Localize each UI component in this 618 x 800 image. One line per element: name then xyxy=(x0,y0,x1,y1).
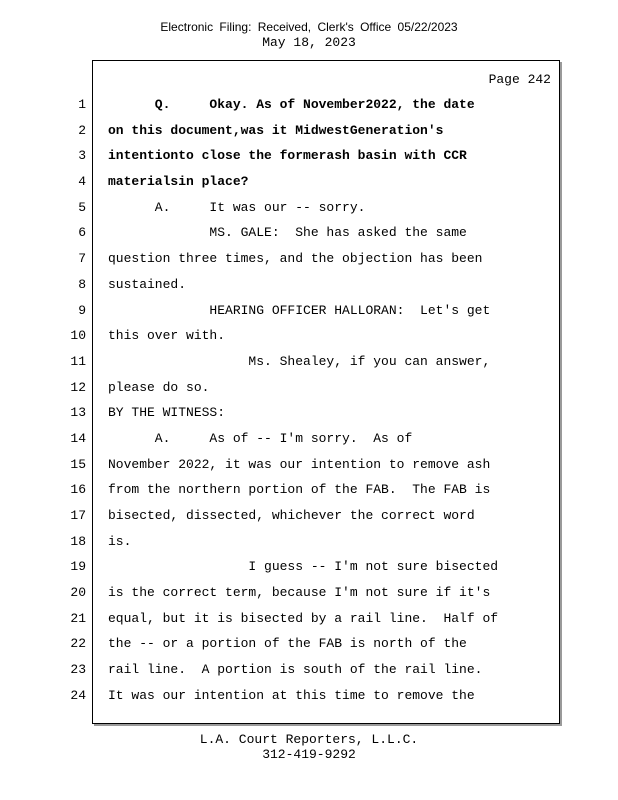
transcript-line: A. As of -- I'm sorry. As of xyxy=(108,430,413,446)
transcript-line: this over with. xyxy=(108,328,226,344)
page-number: Page 242 xyxy=(488,72,551,87)
transcript-line: is the correct term, because I'm not sure if it's xyxy=(108,585,491,601)
transcript-line: MS. GALE: She has asked the same xyxy=(108,225,467,241)
line-number: 20 xyxy=(70,585,86,601)
transcript-line: question three times, and the objection has been xyxy=(108,251,483,267)
line-number: 21 xyxy=(70,610,86,626)
line-number: 10 xyxy=(70,328,86,344)
line-number: 12 xyxy=(70,379,86,395)
line-number: 11 xyxy=(70,353,86,369)
transcript-line: HEARING OFFICER HALLORAN: Let's get xyxy=(108,302,491,318)
transcript-line: equal, but it is bisected by a rail line. Half of xyxy=(108,610,499,626)
line-number: 23 xyxy=(70,662,86,678)
page-footer xyxy=(0,732,618,762)
transcript-line: the -- or a portion of the FAB is north of the xyxy=(108,636,467,652)
filing-stamp: Electronic Filing: Received, Clerk's Office 05/22/2023 xyxy=(160,20,458,34)
line-number-column xyxy=(0,92,86,709)
transcript-line: sustained. xyxy=(108,276,187,292)
transcript-line: intentionto close the formerash basin with CCR xyxy=(108,148,467,164)
line-number: 14 xyxy=(70,430,86,446)
line-number: 13 xyxy=(70,405,86,421)
transcript-line: November 2022, it was our intention to remove ash xyxy=(108,456,491,472)
transcript-line: is. xyxy=(108,533,132,549)
line-number: 4 xyxy=(78,174,86,190)
line-number: 22 xyxy=(70,636,86,652)
line-number: 3 xyxy=(78,148,86,164)
transcript-line: materialsin place? xyxy=(108,174,249,190)
transcript-line: from the northern portion of the FAB. The FAB is xyxy=(108,482,491,498)
transcript-line: A. It was our -- sorry. xyxy=(108,199,366,215)
line-number: 15 xyxy=(70,456,86,472)
transcript-text xyxy=(108,92,553,709)
line-number: 18 xyxy=(70,533,86,549)
line-number: 8 xyxy=(78,276,86,292)
transcript-line: please do so. xyxy=(108,379,210,395)
transcript-date: May 18, 2023 xyxy=(262,35,356,50)
transcript-line: bisected, dissected, whichever the correct word xyxy=(108,508,475,523)
reporter-company: L.A. Court Reporters, L.L.C. xyxy=(199,732,419,747)
reporter-phone: 312-419-9292 xyxy=(262,747,356,762)
line-number: 7 xyxy=(78,251,86,267)
transcript-line: I guess -- I'm not sure bisected xyxy=(108,559,499,575)
line-number: 9 xyxy=(78,302,86,318)
transcript-line: Q. Okay. As of November2022, the date xyxy=(108,97,475,112)
line-number: 16 xyxy=(70,482,86,498)
transcript-line: Ms. Shealey, if you can answer, xyxy=(108,353,491,369)
line-number: 24 xyxy=(70,687,86,703)
transcript-line: BY THE WITNESS: xyxy=(108,405,226,421)
transcript-line: rail line. A portion is south of the rail line. xyxy=(108,662,483,678)
line-number: 17 xyxy=(70,508,86,523)
line-number: 1 xyxy=(78,97,86,112)
line-number: 6 xyxy=(78,225,86,241)
line-number: 5 xyxy=(78,199,86,215)
transcript-line: It was our intention at this time to remove the xyxy=(108,687,475,703)
line-number: 2 xyxy=(78,122,86,138)
line-number: 19 xyxy=(70,559,86,575)
transcript-line: on this document,was it MidwestGeneration's xyxy=(108,122,444,138)
